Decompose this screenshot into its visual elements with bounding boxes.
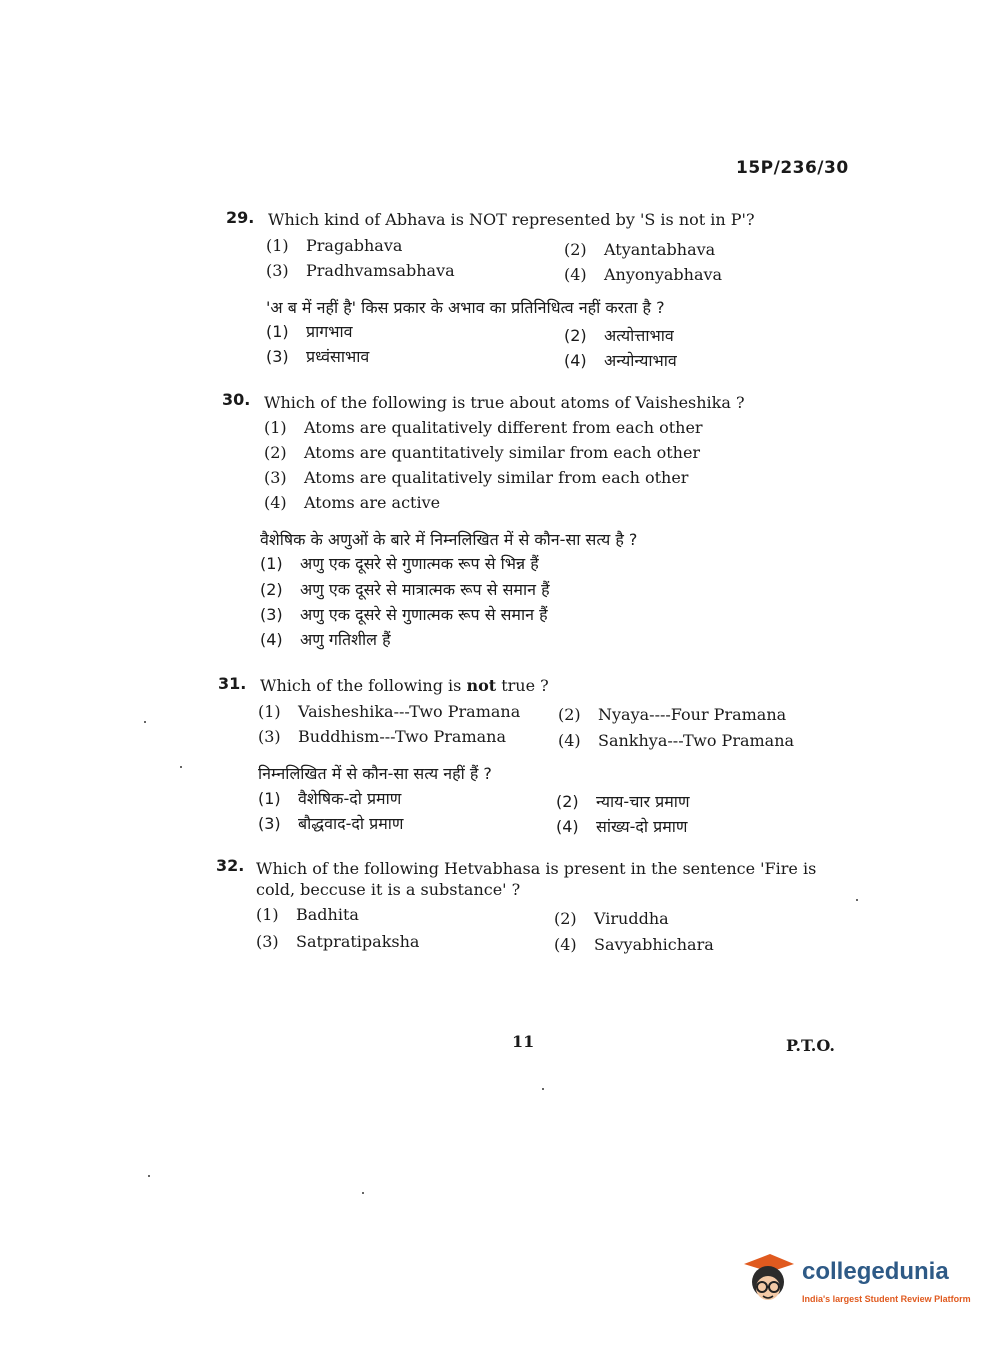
question-number: 30. bbox=[222, 390, 251, 409]
mascot-logo-icon bbox=[740, 1250, 796, 1310]
option-hi-1: (1) वैशेषिक-दो प्रमाण bbox=[258, 789, 402, 808]
option-en-2: (2) Viruddha bbox=[554, 909, 669, 928]
emphasis-not: not bbox=[466, 676, 497, 695]
collegedunia-watermark bbox=[740, 1250, 970, 1320]
option-en-4: (4) Anyonyabhava bbox=[564, 265, 723, 284]
option-en-4: (4) Atoms are active bbox=[264, 493, 441, 512]
option-en-2: (2) Atoms are quantitatively similar from each other bbox=[264, 443, 701, 462]
question-number: 31. bbox=[218, 674, 247, 693]
question-text-en: Which kind of Abhava is NOT represented by 'S is not in P'? bbox=[268, 210, 755, 229]
scan-speck bbox=[542, 1088, 544, 1090]
scan-speck bbox=[362, 1192, 364, 1194]
brand-name: collegedunia bbox=[802, 1258, 949, 1285]
option-hi-3: (3) प्रध्वंसाभाव bbox=[266, 347, 370, 366]
option-hi-2: (2) अणु एक दूसरे से मात्रात्मक रूप से समान हैं bbox=[260, 580, 550, 599]
scan-speck bbox=[144, 721, 146, 723]
page-number: 11 bbox=[512, 1032, 535, 1051]
paper-code: 15P/236/30 bbox=[736, 158, 849, 178]
scan-speck bbox=[180, 766, 182, 768]
question-number: 29. bbox=[226, 208, 255, 227]
option-en-3: (3) Buddhism---Two Pramana bbox=[258, 727, 507, 746]
option-en-3: (3) Pradhvamsabhava bbox=[266, 261, 455, 280]
option-hi-4: (4) अणु गतिशील हैं bbox=[260, 630, 391, 649]
option-en-4: (4) Savyabhichara bbox=[554, 935, 714, 954]
option-hi-3: (3) बौद्धवाद-दो प्रमाण bbox=[258, 814, 404, 833]
option-hi-2: (2) न्याय-चार प्रमाण bbox=[556, 792, 690, 811]
question-text-hi: निम्नलिखित में से कौन-सा सत्य नहीं हैं ? bbox=[258, 764, 492, 783]
question-text-en: Which of the following is true about atoms of Vaisheshika ? bbox=[264, 393, 745, 412]
question-text-en: Which of the following is not true ? bbox=[260, 676, 549, 695]
option-hi-1: (1) अणु एक दूसरे से गुणात्मक रूप से भिन्न हैं bbox=[260, 554, 539, 573]
option-en-1: (1) Vaisheshika---Two Pramana bbox=[258, 702, 521, 721]
brand-tagline: India's largest Student Review Platform bbox=[802, 1294, 971, 1304]
scan-speck bbox=[856, 899, 858, 901]
option-en-4: (4) Sankhya---Two Pramana bbox=[558, 731, 795, 750]
option-en-3: (3) Satpratipaksha bbox=[256, 932, 420, 951]
option-hi-3: (3) अणु एक दूसरे से गुणात्मक रूप से समान हैं bbox=[260, 605, 548, 624]
option-hi-4: (4) सांख्य-दो प्रमाण bbox=[556, 817, 688, 836]
question-text-en-line2: cold, beccuse it is a substance' ? bbox=[256, 880, 521, 899]
option-hi-2: (2) अत्योत्ताभाव bbox=[564, 326, 674, 345]
option-en-2: (2) Atyantabhava bbox=[564, 240, 716, 259]
option-en-1: (1) Atoms are qualitatively different from each other bbox=[264, 418, 703, 437]
pto-label: P.T.O. bbox=[786, 1036, 835, 1055]
question-text-en-line1: Which of the following Hetvabhasa is present in the sentence 'Fire is bbox=[256, 859, 817, 878]
option-hi-1: (1) प्रागभाव bbox=[266, 322, 353, 341]
option-en-1: (1) Pragabhava bbox=[266, 236, 403, 255]
option-en-1: (1) Badhita bbox=[256, 905, 359, 924]
question-number: 32. bbox=[216, 856, 245, 875]
option-en-3: (3) Atoms are qualitatively similar from each other bbox=[264, 468, 689, 487]
question-text-hi: वैशेषिक के अणुओं के बारे में निम्नलिखित में से कौन-सा सत्य है ? bbox=[260, 530, 638, 549]
option-hi-4: (4) अन्योन्याभाव bbox=[564, 351, 677, 370]
option-en-2: (2) Nyaya----Four Pramana bbox=[558, 705, 787, 724]
question-text-hi: 'अ ब में नहीं है' किस प्रकार के अभाव का प्रतिनिधित्व नहीं करता है ? bbox=[266, 298, 665, 317]
scan-speck bbox=[148, 1175, 150, 1177]
